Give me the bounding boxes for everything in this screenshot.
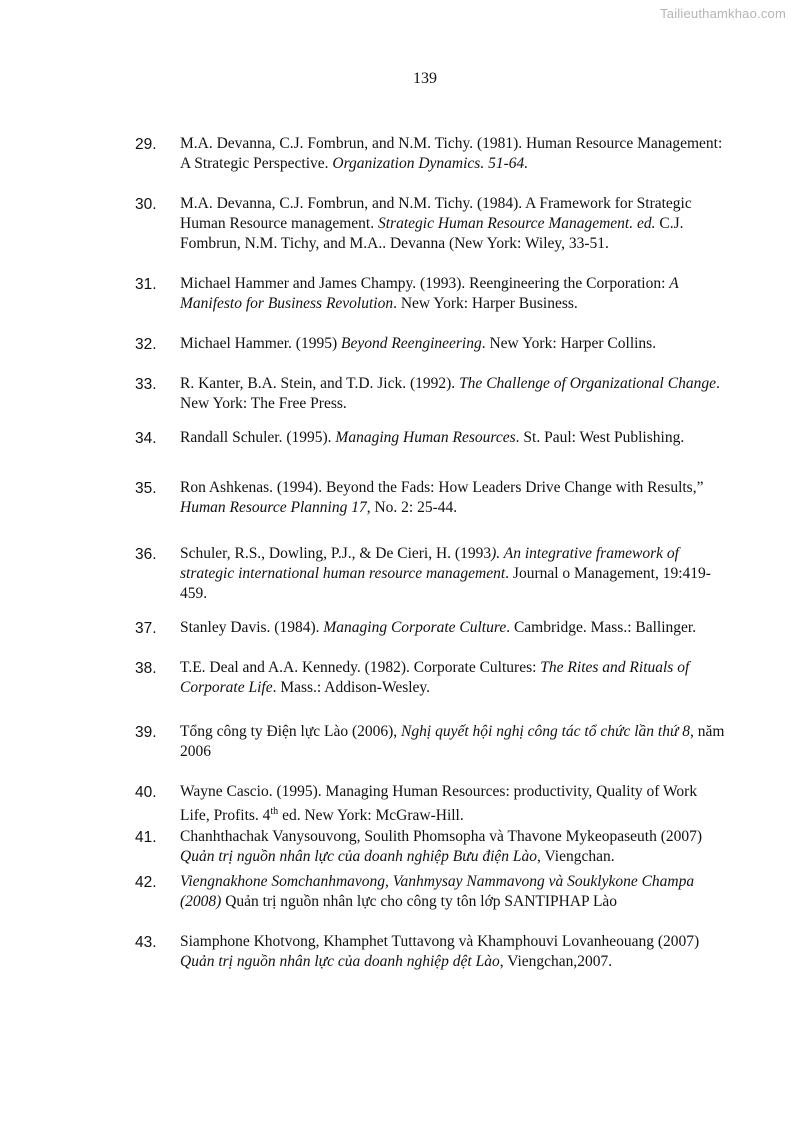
reference-text bbox=[180, 134, 728, 174]
reference-number: 34. bbox=[135, 430, 157, 447]
page-number: 139 bbox=[413, 70, 437, 87]
reference-italic-segment: ). An integrative framework of strategic international human resource management bbox=[180, 545, 679, 582]
reference-segment: . St. Paul: West Publishing. bbox=[515, 429, 685, 446]
reference-segment: th bbox=[270, 806, 279, 817]
reference-segment: Quản trị nguồn nhân lực cho công ty tôn lớp SANTIPHAP Lào bbox=[221, 893, 618, 910]
reference-segment: , No. 2: 25-44. bbox=[366, 499, 458, 516]
reference-segment: , Viengchan,2007. bbox=[499, 953, 613, 970]
reference-text bbox=[180, 782, 728, 826]
reference-number: 32. bbox=[135, 336, 157, 353]
reference-text bbox=[180, 544, 728, 604]
reference-segment: Michael Hammer and James Champy. (1993). Reengineering the Corporation: bbox=[180, 275, 670, 292]
reference-text bbox=[180, 872, 728, 912]
reference-number: 41. bbox=[135, 829, 157, 846]
reference-segment: . Journal o Management, 19:419-459. bbox=[180, 565, 711, 602]
reference-text bbox=[180, 428, 728, 448]
reference-segment: Randall Schuler. (1995). bbox=[180, 429, 336, 446]
reference-text bbox=[180, 374, 728, 414]
reference-text bbox=[180, 194, 728, 254]
reference-text bbox=[180, 618, 728, 638]
reference-text bbox=[180, 274, 728, 314]
reference-number: 36. bbox=[135, 546, 157, 563]
reference-segment: Chanhthachak Vanysouvong, Soulith Phomsopha và Thavone Mykeopaseuth (2007) bbox=[180, 828, 703, 845]
reference-segment: Siamphone Khotvong, Khamphet Tuttavong và Khamphouvi Lovanheouang (2007) bbox=[180, 933, 700, 950]
reference-segment: . New York: Harper Business. bbox=[393, 295, 578, 312]
reference-italic-segment: Nghị quyết hội nghị công tác tổ chức lần thứ 8 bbox=[401, 723, 691, 740]
reference-segment: T.E. Deal and A.A. Kennedy. (1982). Corporate Cultures: bbox=[180, 659, 541, 676]
reference-number: 43. bbox=[135, 934, 157, 951]
reference-italic-segment: The Challenge of Organizational Change bbox=[459, 375, 716, 392]
reference-italic-segment: Viengnakhone Somchanhmavong, Vanhmysay Nammavong và Souklykone Champa (2008) bbox=[180, 873, 695, 910]
reference-segment: M.A. Devanna, C.J. Fombrun, and N.M. Tichy. (1981). Human Resource Management: A Strategic Perspective. bbox=[180, 135, 723, 172]
reference-segment: . Mass.: Addison-Wesley. bbox=[272, 679, 431, 696]
reference-italic-segment: Beyond Reengineering bbox=[340, 335, 482, 352]
reference-number: 29. bbox=[135, 136, 157, 153]
reference-text bbox=[180, 658, 728, 698]
reference-italic-segment: A Manifesto for Business Revolution bbox=[180, 275, 679, 312]
reference-italic-segment: The Rites and Rituals of Corporate Life bbox=[180, 659, 690, 696]
reference-italic-segment: Human Resource Planning 17 bbox=[180, 499, 367, 516]
reference-number: 33. bbox=[135, 376, 157, 393]
reference-segment: Michael Hammer. (1995) bbox=[180, 335, 341, 352]
reference-segment: . New York: The Free Press. bbox=[180, 375, 720, 412]
reference-segment: Ron Ashkenas. (1994). Beyond the Fads: How Leaders Drive Change with Results,” bbox=[180, 479, 704, 496]
reference-text bbox=[180, 932, 728, 972]
reference-italic-segment: Strategic Human Resource Management. ed. bbox=[378, 215, 656, 232]
reference-segment: Wayne Cascio. (1995). Managing Human Resources: productivity, Quality of Work Life, Profits. 4 bbox=[180, 783, 698, 825]
reference-number: 39. bbox=[135, 724, 157, 741]
reference-segment: . Cambridge. Mass.: Ballinger. bbox=[506, 619, 697, 636]
reference-segment: C.J. Fombrun, N.M. Tichy, and M.A.. Devanna (New York: Wiley, 33-51. bbox=[180, 215, 684, 252]
reference-number: 37. bbox=[135, 620, 157, 637]
reference-italic-segment: Quản trị nguồn nhân lực của doanh nghiệp Bưu điện Lào bbox=[180, 848, 538, 865]
reference-segment: , Viengchan. bbox=[537, 848, 615, 865]
reference-segment: Tổng công ty Điện lực Lào (2006), bbox=[180, 723, 402, 740]
reference-italic-segment: Quản trị nguồn nhân lực của doanh nghiệp dệt Lào bbox=[180, 953, 500, 970]
reference-number: 30. bbox=[135, 196, 157, 213]
reference-number: 31. bbox=[135, 276, 157, 293]
reference-segment: M.A. Devanna, C.J. Fombrun, and N.M. Tichy. (1984). A Framework for Strategic Human Resource management. bbox=[180, 195, 692, 232]
reference-text bbox=[180, 722, 728, 762]
reference-segment: ed. New York: McGraw-Hill. bbox=[278, 807, 464, 825]
reference-segment: Stanley Davis. (1984). bbox=[180, 619, 324, 636]
reference-text bbox=[180, 827, 728, 867]
reference-segment: R. Kanter, B.A. Stein, and T.D. Jick. (1992). bbox=[180, 375, 460, 392]
reference-italic-segment: Managing Corporate Culture bbox=[323, 619, 507, 636]
watermark-text: Tailieuthamkhao.com bbox=[660, 6, 786, 21]
reference-number: 35. bbox=[135, 480, 157, 497]
reference-italic-segment: Organization Dynamics. 51-64. bbox=[332, 155, 529, 172]
reference-number: 40. bbox=[135, 784, 157, 801]
reference-number: 42. bbox=[135, 874, 157, 891]
reference-text bbox=[180, 478, 728, 518]
reference-segment: , năm 2006 bbox=[180, 723, 725, 760]
reference-text bbox=[180, 334, 728, 354]
reference-segment: . New York: Harper Collins. bbox=[481, 335, 657, 352]
reference-italic-segment: Managing Human Resources bbox=[335, 429, 516, 446]
reference-segment: Schuler, R.S., Dowling, P.J., & De Cieri, H. (1993 bbox=[180, 545, 492, 562]
reference-number: 38. bbox=[135, 660, 157, 677]
